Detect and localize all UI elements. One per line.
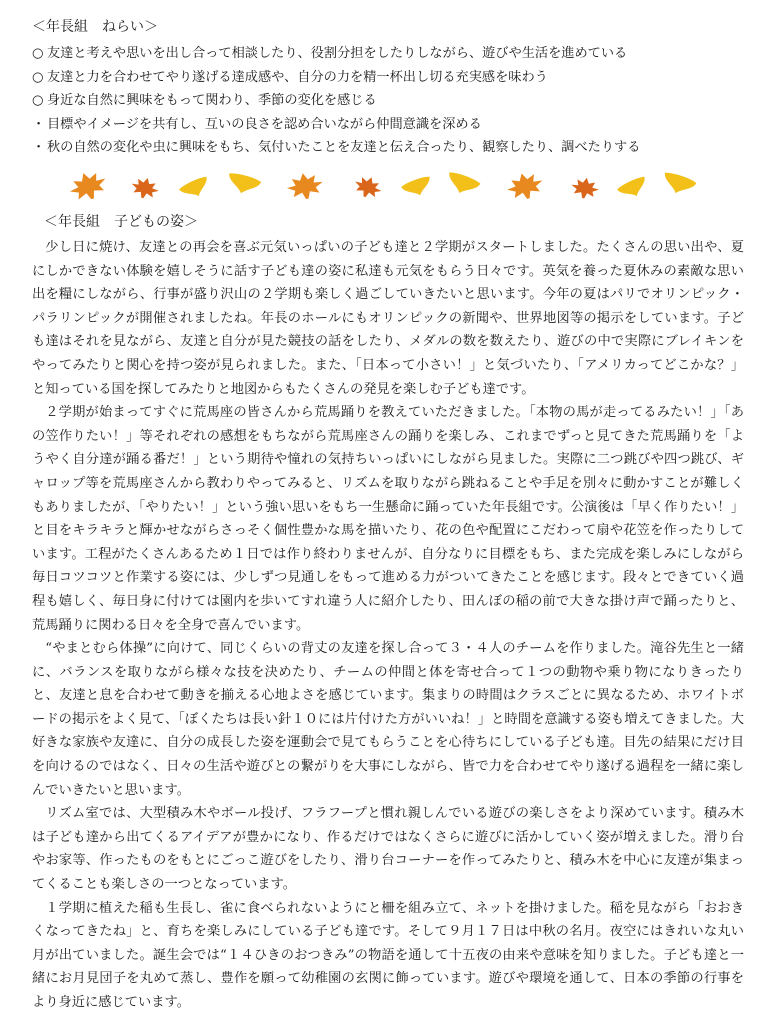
paragraph-aramaodori: ２学期が始まってすぐに荒馬座の皆さんから荒馬踊りを教えていただきました。「本物の馬が走ってるみたい！」「あの笠作りたい！」等それぞれの感想をもちながら荒馬座さんの踊りを楽しみ、これまでずっと見てきた荒馬踊りを「ようやく自分達が踊る番だ！」という期待や憧れの気持ちいっぱいにしながら見ました。実際に二つ跳びや四つ跳び、ギャロップ等を荒馬座さんから教わりやってみると、リズムを取りながら跳ねることや手足を別々に動かすことが難しくもありましたが、「やりたい！」という強い思いをもち一生懸命に踊っていた年長組です。公演後は「早く作りたい！」と目をキラキラと輝かせながらさっそく個性豊かな馬を描いたり、花の色や配置にこだわって扇や花笠を作ったりしています。工程がたくさんあるため１日では作り終わりませんが、自分なりに目標をもち、また完成を楽しみにしながら毎日コツコツと作業する姿には、少しずつ見通しをもって進める力がついてきたことを感じます。段々とできていく過程も嬉しく、毎日身に付けては園内を歩いてすれ違う人に紹介したり、田んぼの稲の前で大きな掛け声で踊ったりと、荒馬踊りに関わる日々を全身で喜んでいます。 xyxy=(32,405,744,633)
autumn-leaves-divider xyxy=(0,168,778,208)
ginkgo-leaf-icon xyxy=(178,170,697,202)
aims-list xyxy=(32,42,752,160)
aims-heading: ＜年長組 ねらい＞ xyxy=(32,19,158,35)
aim-item: ○ 友達と力を合わせてやり遂げる達成感や、自分の力を精一杯出し切る充実感を味わう xyxy=(32,69,548,85)
leaves-graphic xyxy=(0,168,778,208)
aim-item: ○ 身近な自然に興味をもって関わり、季節の変化を感じる xyxy=(32,93,377,109)
paragraph-olympics: 少し日に焼け、友達との再会を喜ぶ元気いっぱいの子ども達と２学期がスタートしました。たくさんの思い出や、夏にしかできない体験を嬉しそうに話す子ども達の姿に私達も元気をもらう日々です。英気を養った夏休みの素敵な思い出を糧にしながら、行事が盛り沢山の２学期も楽しく過ごしていきたいと思います。今年の夏はパリでオリンピック・パラリンピックが開催されましたね。年長のホールにもオリンピックの新聞や、世界地図等の掲示をしています。子ども達はそれを見ながら、友達と自分が見た競技の話をしたり、メダルの数を数えたり、遊びの中で実際にブレイキンをやってみたりと関心を持つ姿が見られました。また、「日本って小さい！」と気づいたり、「アメリカってどこかな？」と知っている国を探してみたりと地図からもたくさんの発見を楽しむ子ども達です。 xyxy=(32,240,744,397)
paragraph-taiso: “やまとむら体操”に向けて、同じくらいの背丈の友達を探し合って３・４人のチームを作りました。滝谷先生と一緒に、バランスを取りながら様々な技を決めたり、チームの仲間と体を寄せ合って１つの動物や乗り物になりきったりと、友達と息を合わせて動きを揃える心地よさを感じています。集まりの時間はクラスごとに異なるため、ホワイトボードの掲示をよく見て、「ぼくたちは長い針１０には片付けた方がいいね！」と時間を意識する姿も増えてきました。大好きな家族や友達に、自分の成長した姿を運動会で見てもらうことを心待ちにしている子ども達。目先の結果にだけ目を向けるのではなく、日々の生活や遊びとの繋がりを大事にしながら、皆で力を合わせてやり遂げる過程を一緒に楽しんでいきたいと思います。 xyxy=(32,641,744,798)
paragraph-rhythm-room: リズム室では、大型積み木やボール投げ、フラフープと慣れ親しんでいる遊びの楽しさをより深めています。積み木は子ども達から出てくるアイデアが豊かになり、作るだけではなくさらに遊びに活かしていく姿が増えました。滑り台やお家等、作ったものをもとにごっこ遊びをしたり、滑り台コーナーを作ってみたりと、積み木を中心に友達が集まってくることも楽しさの一つとなっています。 xyxy=(32,806,744,893)
children-heading: ＜年長組 子どもの姿＞ xyxy=(44,214,198,230)
paragraph-rice-moon: １学期に植えた稲も生長し、雀に食べられないようにと柵を組み立て、ネットを掛けました。稲を見ながら「おおきくなってきたね」と、育ちを楽しみにしている子ども達です。そして９月１７日は中秋の名月。夜空にはきれいな丸い月が出ていました。誕生会では“１４ひきのおつきみ”の物語を通して十五夜の由来や意味を知りました。子ども達と一緒にお月見団子を丸めて蒸し、豊作を願って幼稚園の玄関に飾っています。遊びや環境を通して、日本の季節の行事をより身近に感じています。 xyxy=(32,900,744,1010)
maple-leaf-icon xyxy=(66,168,601,205)
aim-item: ○ 友達と考えや思いを出し合って相談したり、役割分担をしたりしながら、遊びや生活を進めている xyxy=(32,46,628,61)
aim-item: ・ 秋の自然の変化や虫に興味をもち、気付いたことを友達と伝え合ったり、観察したり、調べたりする xyxy=(32,140,641,156)
children-report xyxy=(32,236,744,1015)
aim-item: ・ 目標やイメージを共有し、互いの良さを認め合いながら仲間意識を深める xyxy=(32,116,482,132)
